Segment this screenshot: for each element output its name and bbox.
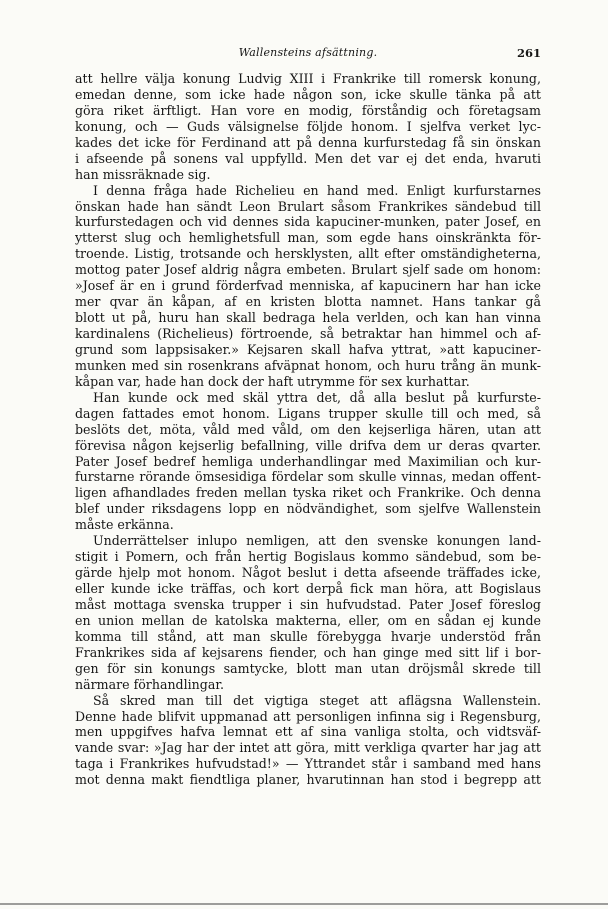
text-line: ytterst slug och hemlighetsfull man, som egde hans oinskränkta för- bbox=[75, 230, 541, 246]
text-line: Frankrikes sida af kejsarens fiender, och han ginge med sitt lif i bor- bbox=[75, 644, 541, 660]
text-line: grund som lappsisaker.» Kejsaren skall hafva yttrat, »att kapuciner- bbox=[75, 341, 541, 357]
text-line: gärde hjelp mot honom. Något beslut i detta afseende träffades icke, bbox=[75, 565, 541, 581]
text-line: mottog pater Josef aldrig några embeten. Brulart sjelf sade om honom: bbox=[75, 262, 541, 278]
page-number: 261 bbox=[516, 46, 541, 60]
text-line: ligen afhandlades freden mellan tyska riket och Frankrike. Och denna bbox=[75, 485, 541, 501]
text-line: komma till stånd, att man skulle förebygga hvarje understöd från bbox=[75, 628, 541, 644]
text-line: Så skred man till det vigtiga steget att aflägsna Wallenstein. bbox=[93, 692, 541, 708]
text-line: I denna fråga hade Richelieu en hand med. Enligt kurfurstarnes bbox=[93, 182, 541, 198]
text-line: dagen fattades emot honom. Ligans trupper skulle till och med, så bbox=[75, 405, 541, 421]
text-line: vande svar: »Jag har der intet att göra, mitt verkliga qvarter har jag att bbox=[75, 740, 541, 756]
text-line: Underrättelser inlupo nemligen, att den svenske konungen land- bbox=[93, 533, 541, 549]
text-line: kåpan var, hade han dock der haft utrymme för sex kurhattar. bbox=[75, 373, 470, 389]
text-line: närmare förhandlingar. bbox=[75, 676, 224, 692]
text-line: kurfurstedagen och vid dennes sida kapuciner-munken, pater Josef, en bbox=[75, 214, 541, 230]
text-line: måste erkänna. bbox=[75, 517, 174, 533]
text-line: munken med sin rosenkrans afväpnat honom, och huru trång än munk- bbox=[75, 357, 541, 373]
text-line: kades det icke för Ferdinand att på denna kurfurstedag få sin önskan bbox=[75, 134, 541, 150]
text-line: Denne hade blifvit uppmanad att personligen infinna sig i Regensburg, bbox=[75, 708, 541, 724]
text-line: mer qvar än kåpan, af en kristen blotta namnet. Hans tankar gå bbox=[75, 294, 541, 310]
text-line: beslöts det, möta, våld med våld, om den kejserliga hären, utan att bbox=[75, 421, 541, 437]
page-bottom-edge bbox=[0, 903, 608, 905]
text-line: i afseende på sonens val uppfylld. Men det var ej det enda, hvaruti bbox=[75, 150, 541, 166]
text-line: blott ut på, huru han skall bedraga hela verlden, och kan han vinna bbox=[75, 310, 541, 326]
text-line: »Josef är en i grund förderfvad menniska, af kapucinern har han icke bbox=[75, 278, 541, 294]
text-line: måst mottaga svenska trupper i sin hufvudstad. Pater Josef föreslog bbox=[75, 596, 541, 612]
text-line: blef under riksdagens lopp en nödvändighet, som sjelfve Wallenstein bbox=[75, 501, 541, 517]
text-line: önskan hade han sändt Leon Brulart såsom Frankrikes sändebud till bbox=[75, 198, 541, 214]
text-line: eller kunde icke träffas, och kort derpå fick man höra, att Bogislaus bbox=[75, 581, 541, 596]
text-line: kardinalens (Richelieus) förtroende, så betraktar han himmel och af- bbox=[75, 326, 541, 341]
body-text bbox=[75, 71, 541, 788]
text-line: Pater Josef bedref hemliga underhandlingar med Maximilian och kur- bbox=[75, 453, 541, 469]
text-line: stigit i Pomern, och från hertig Bogislaus kommo sändebud, som be- bbox=[75, 549, 541, 565]
text-line: göra riket ärftligt. Han vore en modig, förståndig och företagsam bbox=[75, 102, 541, 118]
text-line: emedan denne, som icke hade någon son, icke skulle tänka på att bbox=[75, 86, 541, 102]
text-line: Han kunde ock med skäl yttra det, då alla beslut på kurfurste- bbox=[93, 389, 541, 405]
text-line: mot denna makt fiendtliga planer, hvarutinnan han stod i begrepp att bbox=[75, 772, 541, 788]
text-line: furstarne rörande ömsesidiga fördelar som skulle vinnas, medan offent- bbox=[75, 469, 541, 485]
text-line: troende. Listig, trotsande och hersklysten, allt efter omständigheterna, bbox=[75, 246, 541, 262]
text-line: konung, och — Guds välsignelse följde honom. I sjelfva verket lyc- bbox=[75, 118, 541, 134]
text-line: att hellre välja konung Ludvig XIII i Frankrike till romersk konung, bbox=[75, 71, 541, 86]
text-line: taga i Frankrikes hufvudstad!» — Yttrandet står i samband med hans bbox=[75, 756, 541, 772]
running-title: Wallensteins afsättning. bbox=[238, 46, 378, 59]
page-header bbox=[75, 46, 541, 62]
text-line: han missräknade sig. bbox=[75, 166, 211, 182]
text-line: en union mellan de katolska makterna, eller, om en sådan ej kunde bbox=[75, 612, 541, 628]
text-line: gen för sin konungs samtycke, blott man utan dröjsmål skrede till bbox=[75, 660, 541, 676]
text-line: förevisa någon kejserlig befallning, ville drifva dem ur deras qvarter. bbox=[75, 437, 541, 453]
text-line: men uppgifves hafva lemnat ett af sina vanliga stolta, och vidtsväf- bbox=[75, 724, 541, 740]
